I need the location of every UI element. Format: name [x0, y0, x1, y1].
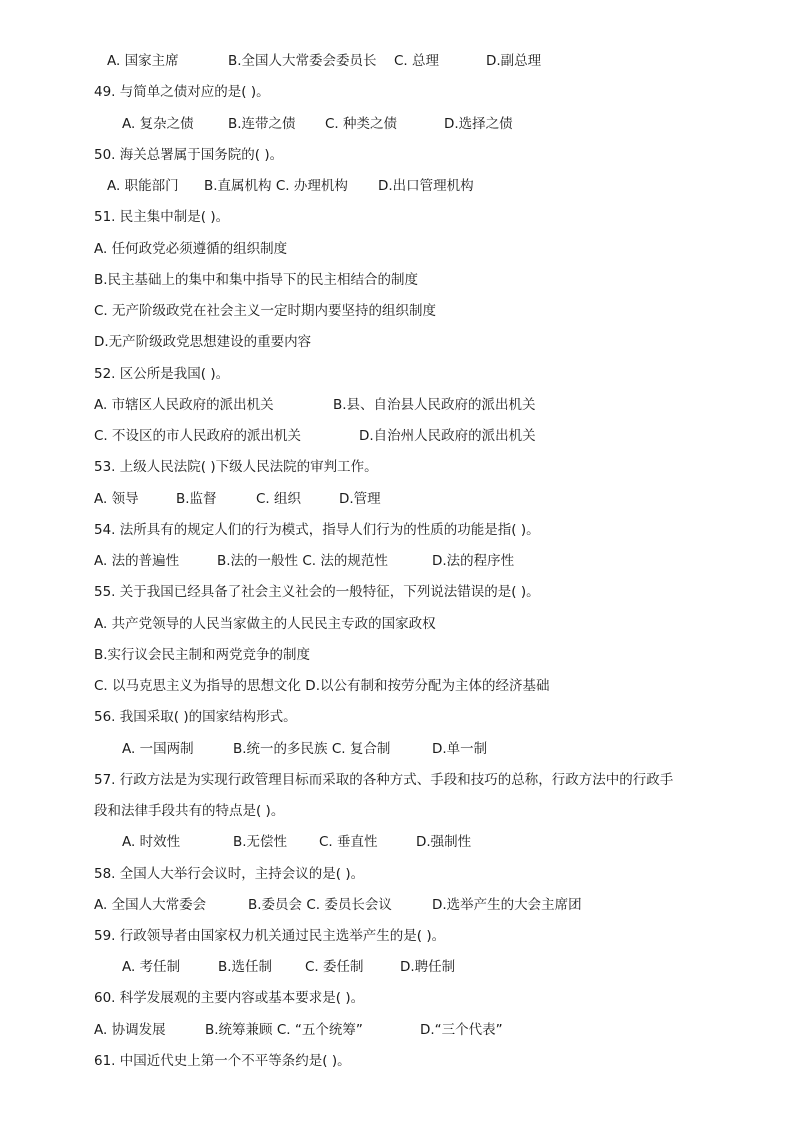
q59-option-b: B.选任制	[218, 959, 273, 975]
q59-option-a: A. 考任制	[122, 959, 181, 975]
q49-option-d: D.选择之债	[444, 116, 513, 132]
q52-option-b: B.县、自治县人民政府的派出机关	[333, 397, 536, 413]
q56-option-d: D.单一制	[432, 741, 488, 757]
document-page: A. 国家主席 B.全国人大常委会委员长 C. 总理 D.副总理 49. 与简单之债对应的是( )。 A. 复杂之债 B.连带之债 C. 种类之债 D.选择之债 50. 海关总署属于国务院的( )。 A. 职能部门 B.直属机构 C. 办理机构 D.出口管理机构 51. 民主集中制是( )。 A. 任何政党必须遵循的组织制度 B.民主基础上的集中和集中指导下的民主相结合的制度 C. 无产阶级政党在社会主义一定时期内要坚持的组织制度 D.无产阶级政党思想建设的重要内容 52. 区公所是我国( )。 A. 市辖区人民政府的派出机关 B.县、自治县人民政府的派出机关 C. 不设区的市人民政府的派出机关 D.自治州人民政府的派出机关 53. 上级人民法院( )下级人民法院的审判工作。 A. 领导 B.监督 C. 组织 D.管理 54. 法所具有的规定人们的行为模式，指导人们行为的性质的功能是指( )。 A. 法的普遍性 B.法的一般性 C. 法的规范性 D.法的程序性 55. 关于我国已经具备了社会主义社会的一般特征，下列说法错误的是( )。 A. 共产党领导的人民当家做主的人民民主专政的国家政权 B.实行议会民主制和两党竞争的制度 C. 以马克思主义为指导的思想文化 D.以公有制和按劳分配为主体的经济基础 56. 我国采取( )的国家结构形式。 A. 一国两制 B.统一的多民族 C. 复合制 D.单一制 57. 行政方法是为实现行政管理目标而采取的各种方式、手段和技巧的总称，行政方法中的行政手 段和法律手段共有的特点是( )。 A. 时效性 B.无偿性 C. 垂直性 D.强制性 58. 全国人大举行会议时，主持会议的是( )。 A. 全国人大常委会 B.委员会 C. 委员长会议 D.选举产生的大会主席团 59. 行政领导者由国家权力机关通过民主选举产生的是( )。 A. 考任制 B.选任制 C. 委任制 D.聘任制 60. 科学发展观的主要内容或基本要求是( )。 A. 协调发展 B.统筹兼顾 C. “五个统筹” D.“三个代表” 61. 中国近代史上第一个不平等条约是( )。	[0, 0, 794, 1123]
q57-option-a: A. 时效性	[122, 834, 181, 850]
q48-option-b: B.全国人大常委会委员长	[228, 53, 377, 69]
q57-option-c: C. 垂直性	[319, 834, 378, 850]
q58-option-a: A. 全国人大常委会	[94, 897, 207, 913]
q48-option-a: A. 国家主席	[107, 53, 179, 69]
q54-option-a: A. 法的普遍性	[94, 553, 180, 569]
q56-option-bc: B.统一的多民族 C. 复合制	[233, 741, 391, 757]
q53-option-b: B.监督	[176, 491, 217, 507]
q53-option-a: A. 领导	[94, 491, 139, 507]
q59-option-d: D.聘任制	[400, 959, 456, 975]
q57-option-d: D.强制性	[416, 834, 472, 850]
q50-option-bc: B.直属机构 C. 办理机构	[204, 178, 348, 194]
q57-option-b: B.无偿性	[233, 834, 288, 850]
q53-option-c: C. 组织	[256, 491, 302, 507]
q58-option-bc: B.委员会 C. 委员长会议	[248, 897, 392, 913]
q58-option-d: D.选举产生的大会主席团	[432, 897, 582, 913]
q60-option-a: A. 协调发展	[94, 1022, 166, 1038]
q49-option-b: B.连带之债	[228, 116, 296, 132]
q49-option-c: C. 种类之债	[325, 116, 398, 132]
q52-option-c: C. 不设区的市人民政府的派出机关	[94, 428, 302, 444]
q54-option-d: D.法的程序性	[432, 553, 515, 569]
q52-option-d: D.自治州人民政府的派出机关	[359, 428, 536, 444]
q53-option-d: D.管理	[339, 491, 381, 507]
q59-option-c: C. 委任制	[305, 959, 364, 975]
q50-option-a: A. 职能部门	[107, 178, 179, 194]
q49-option-a: A. 复杂之债	[122, 116, 194, 132]
q56-option-a: A. 一国两制	[122, 741, 194, 757]
q52-option-a: A. 市辖区人民政府的派出机关	[94, 397, 274, 413]
q60-option-d: D.“三个代表”	[420, 1022, 503, 1038]
q48-option-d: D.副总理	[486, 53, 542, 69]
q50-option-d: D.出口管理机构	[378, 178, 474, 194]
q48-option-c: C. 总理	[394, 53, 440, 69]
q60-option-bc: B.统筹兼顾 C. “五个统筹”	[205, 1022, 363, 1038]
q54-option-bc: B.法的一般性 C. 法的规范性	[217, 553, 388, 569]
